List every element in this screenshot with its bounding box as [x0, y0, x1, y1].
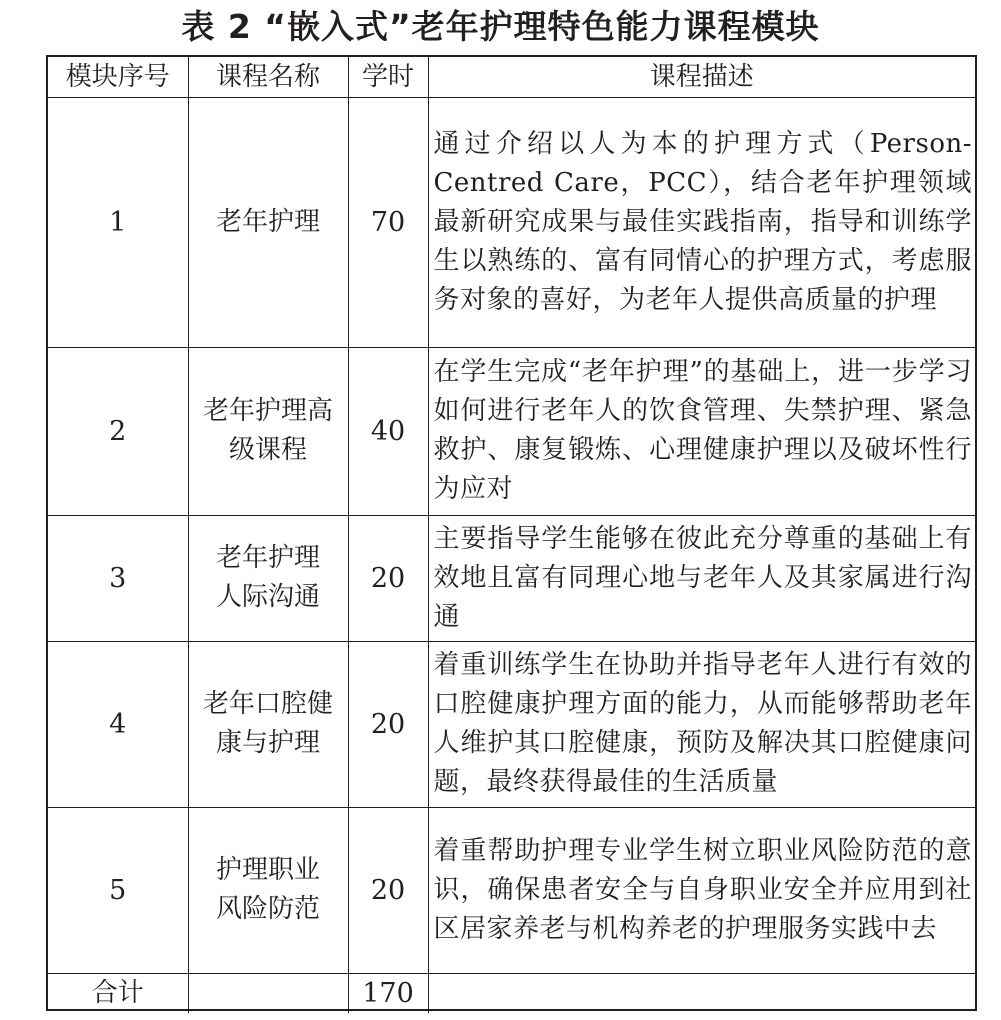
total-hours: 170 — [348, 973, 428, 1013]
table-row — [48, 641, 975, 807]
module-number: 5 — [48, 807, 188, 973]
course-name-line: 护理职业 — [215, 855, 320, 885]
course-name-cell — [188, 807, 348, 973]
total-description — [428, 973, 975, 1013]
course-hours: 20 — [348, 641, 428, 807]
course-description: 通过介绍以人为本的护理方式（Person-Centred Care，PCC），结合老年护理领域最新研究成果与最佳实践指南，指导和训练学生以熟练的、富有同情心的护理方式，考虑服务对象的喜好，为老年人提供高质量的护理 — [428, 97, 975, 347]
table-row — [48, 97, 975, 347]
course-name-cell — [188, 97, 348, 347]
course-description: 着重帮助护理专业学生树立职业风险防范的意识，确保患者安全与自身职业安全并应用到社区居家养老与机构养老的护理服务实践中去 — [428, 807, 975, 973]
table-row — [48, 807, 975, 973]
course-name-cell — [188, 515, 348, 641]
course-name-cell — [188, 347, 348, 515]
table-row — [48, 347, 975, 515]
course-description: 主要指导学生能够在彼此充分尊重的基础上有效地且富有同理心地与老年人及其家属进行沟通 — [428, 515, 975, 641]
module-number: 1 — [48, 97, 188, 347]
course-hours: 20 — [348, 515, 428, 641]
course-name-line: 人际沟通 — [215, 582, 320, 612]
course-name-cell — [188, 641, 348, 807]
course-name-line: 老年口腔健 — [202, 689, 333, 719]
header-description: 课程描述 — [428, 57, 975, 97]
course-hours: 20 — [348, 807, 428, 973]
table-header-row — [48, 57, 975, 97]
course-name-line: 级课程 — [228, 435, 307, 465]
module-number: 2 — [48, 347, 188, 515]
table-total-row — [48, 973, 975, 1013]
course-hours: 70 — [348, 97, 428, 347]
course-name-line: 康与护理 — [215, 728, 320, 758]
table-title: 表 2 “嵌入式”老年护理特色能力课程模块 — [181, 7, 820, 46]
table-row — [48, 515, 975, 641]
total-course-name — [188, 973, 348, 1013]
course-table — [48, 57, 975, 1013]
total-label: 合计 — [48, 973, 188, 1013]
course-description: 着重训练学生在协助并指导老年人进行有效的口腔健康护理方面的能力，从而能够帮助老年人维护其口腔健康，预防及解决其口腔健康问题，最终获得最佳的生活质量 — [428, 641, 975, 807]
course-name-line: 老年护理 — [215, 206, 320, 237]
course-name-line: 老年护理 — [215, 543, 320, 573]
course-name-line: 老年护理高 — [202, 396, 333, 426]
header-course-name: 课程名称 — [188, 57, 348, 97]
module-number: 4 — [48, 641, 188, 807]
module-number: 3 — [48, 515, 188, 641]
course-module-table — [46, 55, 977, 1011]
course-name-line: 风险防范 — [215, 894, 320, 924]
header-module-number: 模块序号 — [48, 57, 188, 97]
header-hours: 学时 — [348, 57, 428, 97]
course-description: 在学生完成“老年护理”的基础上，进一步学习如何进行老年人的饮食管理、失禁护理、紧急救护、康复锻炼、心理健康护理以及破坏性行为应对 — [428, 347, 975, 515]
course-hours: 40 — [348, 347, 428, 515]
